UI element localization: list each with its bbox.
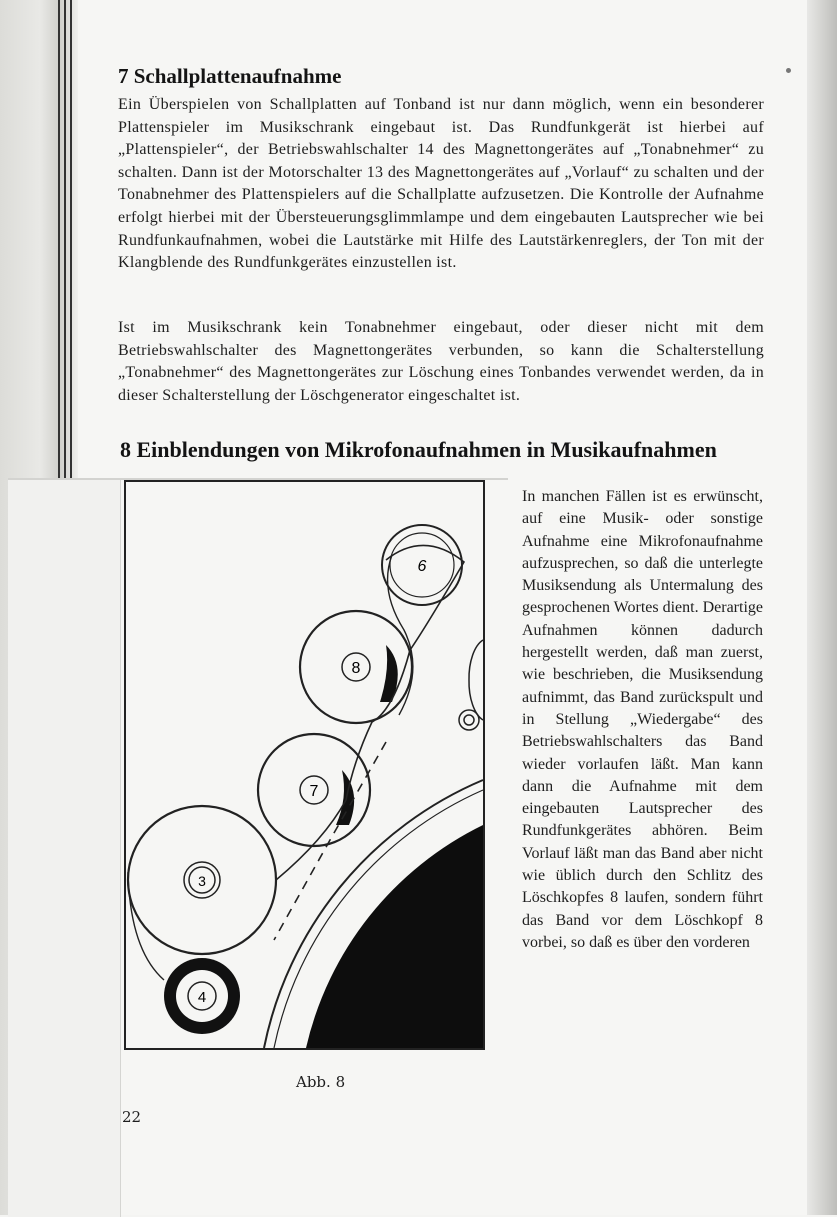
figure-caption: Abb. 8 (296, 1073, 346, 1091)
section-8-heading: 8 Einblendungen von Mikrofonaufnahmen in Musikaufnahmen (120, 437, 717, 462)
spine-edge-line (70, 0, 72, 480)
label-4: 4 (197, 989, 207, 1006)
tape-left (128, 872, 164, 980)
section-8-text-column: In manchen Fällen ist es erwünscht, auf eine Musik- oder sonstige Aufnahme eine Mikrofonaufnahme aufzusprechen, so daß die unterlegte Musiksendung als Untermalung des gesprochenen Wortes dient. Derartige Aufnahmen können dadurch hergestellt werden, daß man zuerst, wie beschrieben, die Musiksendung aufnimmt, das Band zurückspult und in Stellung „Wiedergabe“ des Betriebswahlschalters das Band wieder vorlaufen läßt. Man kann dann die Aufnahme mit dem eingebauten Lautsprecher des Rundfunkgerätes abhören. Beim Vorlauf läßt man das Band aber nicht wie üblich durch den Schlitz des Löschkopfes 8 laufen, sondern führt das Band vor dem Löschkopf 8 vorbei, so daß es über den vorderen (522, 488, 763, 951)
page-right-edge (807, 0, 837, 1215)
inserted-sheet (8, 478, 120, 1217)
spine-edge-line (64, 0, 66, 480)
section-7-paragraph-1: Ein Überspielen von Schallplatten auf Tonband ist nur dann möglich, wenn ein besonderer Plattenspieler im Musikschrank eingebaut ist. Das Rundfunkgerät ist hierbei auf „Plattenspieler“, der Betriebswahlschalter 14 des Magnettongerätes auf „Tonabnehmer“ zu schalten. Dann ist der Motorschalter 13 des Magnettongerätes auf „Vorlauf“ zu schalten und der Tonabnehmer des Plattenspielers auf die Schallplatte aufzusetzen. Die Kontrolle der Aufnahme erfolgt hierbei mit der Übersteuerungsglimmlampe und dem eingebauten Lautsprecher wie bei Rundfunkaufnahmen, wobei die Lautstärke mit Hilfe des Lautstärkenreglers, der Ton mit der Klangblende des Rundfunkgerätes einzustellen ist. (118, 96, 764, 272)
knurled-wheel (469, 640, 483, 720)
spine-edge-line (58, 0, 60, 480)
section-7-paragraph-2: Ist im Musikschrank kein Tonabnehmer eingebaut, oder dieser nicht mit dem Betriebswahlschalter des Magnettongerätes verbunden, so kann die Schalterstellung „Tonabnehmer“ des Magnettongerätes zur Löschung eines Tonbandes verwendet werden, da in dieser Schalterstellung der Löschgenerator eingeschaltet ist. (118, 319, 764, 404)
tape-path (276, 545, 464, 880)
label-3: 3 (198, 873, 206, 889)
small-spindle (459, 710, 479, 730)
page-number: 22 (122, 1108, 142, 1126)
label-6: 6 (417, 558, 427, 575)
small-spindle-core (464, 715, 474, 725)
reel-sector (306, 825, 483, 1048)
speck (786, 68, 791, 73)
section-7-heading: 7 Schallplattenaufnahme (118, 64, 342, 88)
label-7: 7 (309, 783, 319, 800)
label-8: 8 (351, 660, 361, 677)
tape-path-diagram (124, 480, 486, 1052)
